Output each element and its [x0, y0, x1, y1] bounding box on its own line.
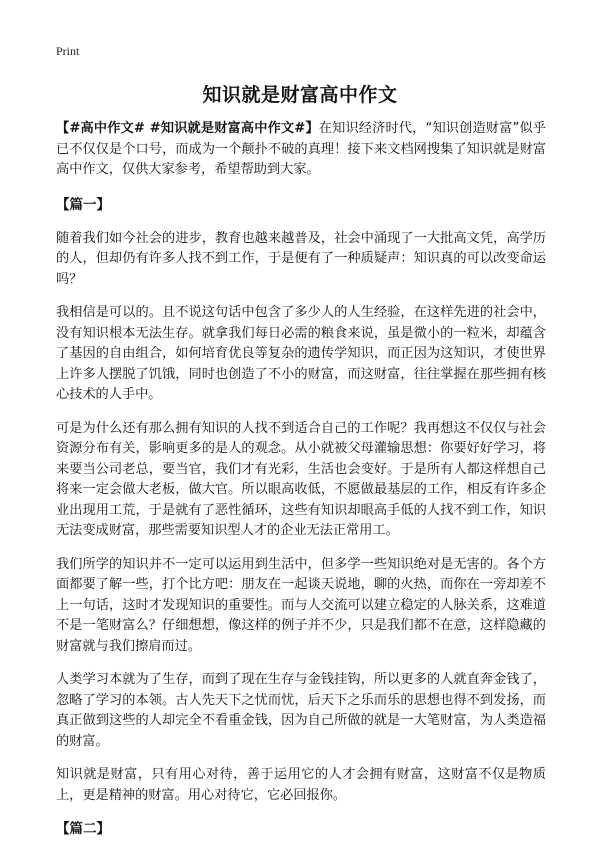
body-paragraph: 知识就是财富，只有用心对待，善于运用它的人才会拥有财富，这财富不仅是物质上，更是精神的财富。用心对待它，它必回报你。 [56, 767, 546, 803]
intro-tag: 【#高中作文# #知识就是财富高中作文#】 [56, 121, 319, 136]
body-paragraph: 人类学习本就为了生存，而到了现在生存与金钱挂钩，所以更多的人就直奔金钱了，忽略了学习的本领。古人先天下之忧而忧，后天下之乐而乐的思想也得不到发扬，而真正做到这些的人却完全不看重金钱，因为自己所做的就是一大笔财富，为人类造福的财富。 [56, 672, 546, 749]
body-paragraph: 我们所学的知识并不一定可以运用到生活中，但多学一些知识绝对是无害的。各个方面都要了解一些，打个比方吧：朋友在一起谈天说地，聊的火热，而你在一旁却差不上一句话，这时才发现知识的重要性。而与人交流可以建立稳定的人脉关系，这难道不是一笔财富么？仔细想想，像这样的例子并不少，只是我们都不在意，这样隐藏的财富就与我们擦肩而过。 [56, 556, 546, 654]
section-heading-2: 【篇二】 [56, 821, 110, 837]
page-title: 知识就是财富高中作文 [202, 84, 398, 106]
body-paragraph: 我相信是可以的。且不说这句话中包含了多少人的人生经验，在这样先进的社会中，没有知识根本无法生存。就拿我们每日必需的粮食来说，虽是微小的一粒米，却蕴含了基因的自由组合，如何培育优良等复杂的遗传学知识，而正因为这知识，才使世界上许多人摆脱了饥饿，同时也创造了不小的财富，而这财富，往往掌握在那些拥有核心技术的人手中。 [56, 305, 546, 402]
body-paragraph: 可是为什么还有那么拥有知识的人找不到适合自己的工作呢？我再想这不仅仅与社会资源分布有关，影响更多的是人的观念。从小就被父母灌输思想：你要好好学习，将来要当公司老总，要当官，我们才有光彩，生活也会变好。于是所有人都这样想自己将来一定会做大老板，做大官。所以眼高收低，不愿做最基层的工作，相反有许多企业出现用工荒，于是就有了恶性循环，这些有知识却眼高手低的人找不到工作，知识无法变成财富，那些需要知识型人才的企业无法正常用工。 [56, 420, 546, 538]
intro-paragraph [56, 119, 546, 181]
body-paragraph: 随着我们如今社会的进步，教育也越来越普及，社会中涌现了一大批高文凭，高学历的人，但却仍有许多人找不到工作，于是便有了一种质疑声：知识真的可以改变命运吗？ [56, 230, 546, 287]
article-body [56, 119, 546, 853]
section-heading-1: 【篇一】 [56, 196, 110, 213]
print-link[interactable]: Print [56, 44, 80, 58]
intro-text: 在知识经济时代，“知识创造财富”似乎已不仅仅是个口号，而成为一个颠扑不破的真理！接下来文档网搜集了知识就是财富高中作文，仅供大家参考，希望帮助到大家。 [56, 121, 546, 177]
